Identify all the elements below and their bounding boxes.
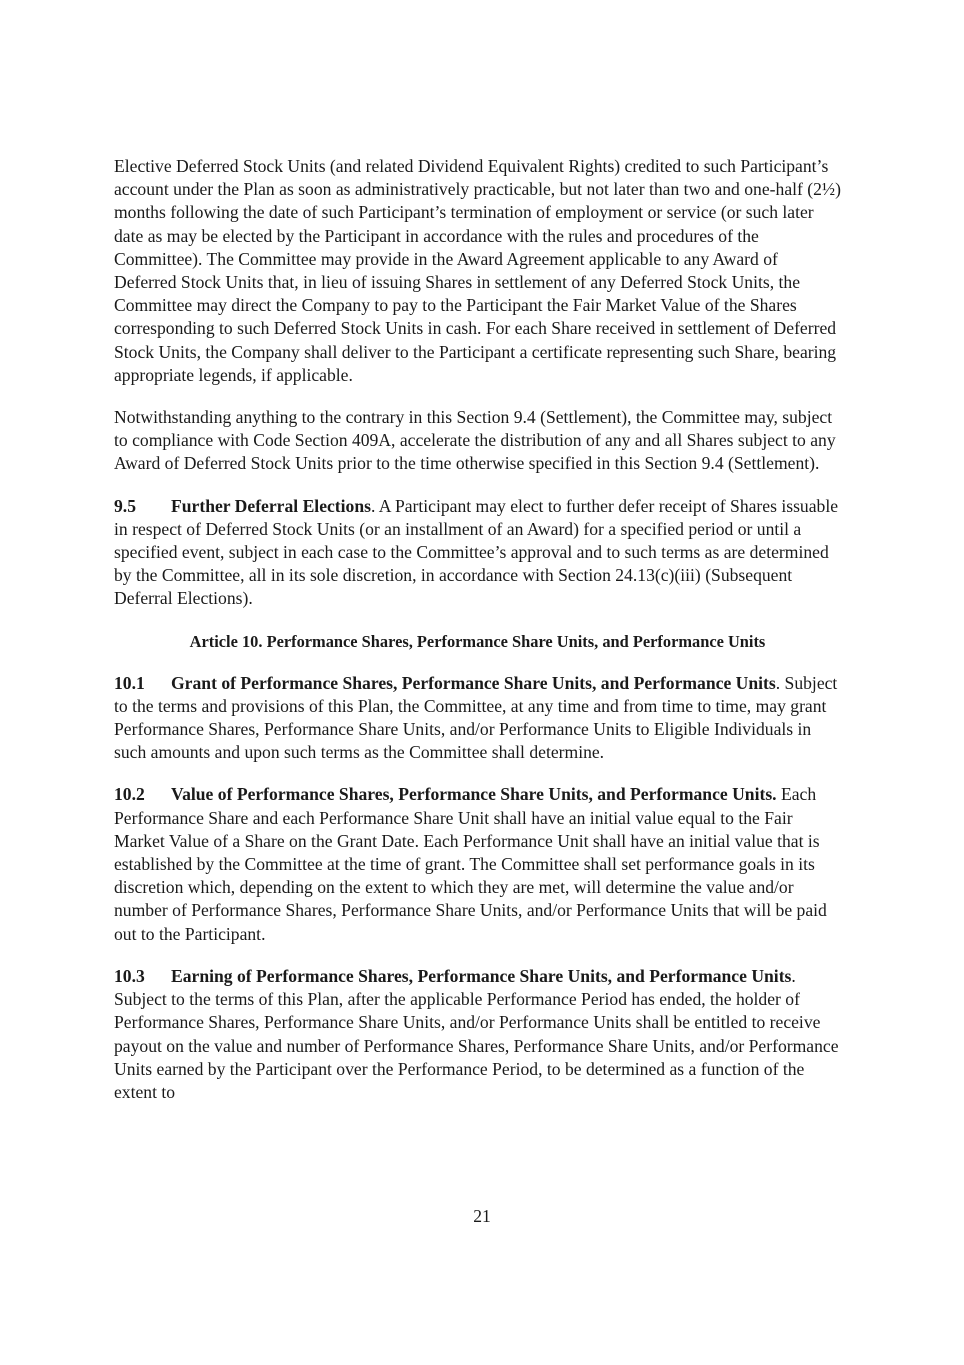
page-number: 21 (473, 1206, 491, 1226)
section-number: 10.2 (114, 784, 145, 805)
section-body: . Subject to the terms of this Plan, after the applicable Performance Period has ended, the holder of Performance Shares, Performance Share Units, and/or Performance Units shall be entitled to receive payout on the value and number of Performance Shares, Performance Share Units, and/or Performance Units earned by the Participant over the Performance Period, to be determined as a function of the extent to (114, 965, 839, 1102)
document-page (114, 155, 841, 1123)
section-title: Earning of Performance Shares, Performance Share Units, and Performance Units (171, 965, 792, 986)
paragraph-notwithstanding: Notwithstanding anything to the contrary in this Section 9.4 (Settlement), the Committee may, subject to compliance with Code Section 409A, accelerate the distribution of any and all Shares subject to any Award of Deferred Stock Units prior to the time otherwise specified in this Section 9.4 (Settlement). (114, 407, 836, 474)
article-heading: Article 10. Performance Shares, Performance Share Units, and Performance Units (189, 631, 766, 651)
section-10-1 (114, 672, 841, 765)
section-body: . A Participant may elect to further defer receipt of Shares issuable in respect of Deferred Stock Units (or an installment of an Award) for a specified period or until a specified event, subject in each case to the Committee’s approval and to such terms as are determined by the Committee, all in its sole discretion, in accordance with Section 24.13(c)(iii) (Subsequent Deferral Elections). (114, 495, 839, 609)
paragraph-settlement-continued: Elective Deferred Stock Units (and related Dividend Equivalent Rights) credited to such Participant’s account under the Plan as soon as administratively practicable, but not later than two and one-half (2½) months following the date of such Participant’s termination of employment or service (or such later date as may be elected by the Participant in accordance with the rules and procedures of the Committee). The Committee may provide in the Award Agreement applicable to any Award of Deferred Stock Units that, in lieu of issuing Shares in settlement of any Deferred Stock Units, the Committee may direct the Company to pay to the Participant the Fair Market Value of the Shares corresponding to such Deferred Stock Units in cash. For each Share received in settlement of Deferred Stock Units, the Company shall deliver to the Participant a certificate representing such Share, bearing appropriate legends, if applicable. (114, 156, 841, 385)
section-body: Each Performance Share and each Performance Share Unit shall have an initial value equal to the Fair Market Value of a Share on the Grant Date. Each Performance Unit shall have an initial value that is established by the Committee at the time of grant. The Committee shall set performance goals in its discretion which, depending on the extent to which they are met, will determine the value and/or number of Performance Shares, Performance Share Units, and/or Performance Units that will be paid out to the Participant. (114, 784, 827, 944)
section-number: 9.5 (114, 495, 136, 516)
section-9-5 (114, 495, 841, 611)
section-title: Value of Performance Shares, Performance Share Units, and Performance Units. (171, 784, 777, 805)
section-number: 10.3 (114, 965, 145, 986)
section-number: 10.1 (114, 672, 145, 693)
section-title: Further Deferral Elections (171, 495, 371, 516)
section-10-3 (114, 965, 841, 1104)
section-title: Grant of Performance Shares, Performance Share Units, and Performance Units (171, 672, 776, 693)
section-body: . Subject to the terms and provisions of this Plan, the Committee, at any time and from time to time, may grant Performance Shares, Performance Share Units, and/or Performance Units to Eligible Individuals in such amounts and upon such terms as the Committee shall determine. (114, 672, 838, 763)
section-10-2 (114, 783, 841, 945)
